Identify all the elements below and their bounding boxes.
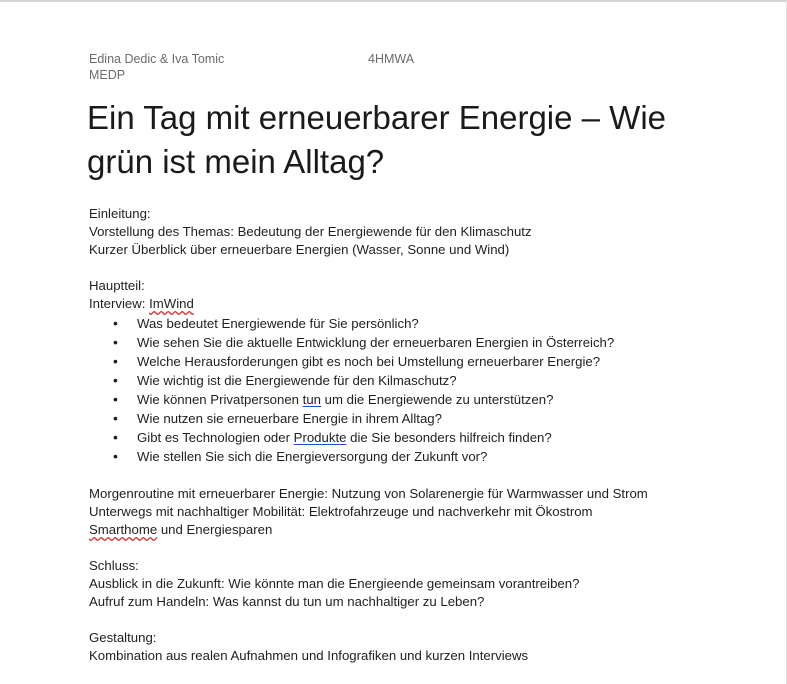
morgenroutine-line: Morgenroutine mit erneuerbarer Energie: Nutzung von Solarenergie für Warmwasser und Strom <box>89 486 648 501</box>
list-item <box>89 390 614 409</box>
smarthome-rest: und Energiesparen <box>157 522 273 537</box>
smarthome-line <box>89 521 648 539</box>
grammar-flagged-word: tun <box>302 392 322 407</box>
list-item-text: Gibt es Technologien oder <box>137 430 294 445</box>
interview-line <box>89 295 194 313</box>
list-item-text: um die Energiewende zu unterstützen? <box>321 392 554 407</box>
author-names: Edina Dedic & Iva Tomic <box>89 52 225 66</box>
smarthome-word: Smarthome <box>89 522 158 537</box>
gestaltung-heading: Gestaltung: <box>89 630 157 645</box>
schluss-line: Aufruf zum Handeln: Was kannst du tun um nachhaltiger zu Leben? <box>89 594 485 609</box>
einleitung-line: Kurzer Überblick über erneuerbare Energien (Wasser, Sonne und Wind) <box>89 242 510 257</box>
einleitung-heading: Einleitung: <box>89 206 151 221</box>
document-title: Ein Tag mit erneuerbarer Energie – Wie grün ist mein Alltag? <box>87 99 667 180</box>
list-item-text: Wie nutzen sie erneuerbare Energie in ihrem Alltag? <box>137 411 442 426</box>
list-item <box>89 371 614 390</box>
list-item-text: Wie wichtig ist die Energiewende für den Kilmaschutz? <box>137 373 457 388</box>
list-item <box>89 428 614 447</box>
list-item-text: Wie stellen Sie sich die Energieversorgung der Zukunft vor? <box>137 449 488 464</box>
subject-label: MEDP <box>89 68 126 82</box>
section-gestaltung <box>89 629 528 665</box>
list-item <box>89 333 614 352</box>
list-item <box>89 447 614 466</box>
gestaltung-line: Kombination aus realen Aufnahmen und Infografiken und kurzen Interviews <box>89 648 529 663</box>
list-item-text: Was bedeutet Energiewende für Sie persönlich? <box>137 316 419 331</box>
section-schluss <box>89 557 579 611</box>
interview-name: ImWind <box>149 296 194 311</box>
schluss-line: Ausblick in die Zukunft: Wie könnte man die Energieende gemeinsam vorantreiben? <box>89 576 580 591</box>
section-einleitung <box>89 205 532 259</box>
list-item <box>89 314 614 333</box>
page-top-border <box>0 0 787 2</box>
unterwegs-line: Unterwegs mit nachhaltiger Mobilität: Elektrofahrzeuge und nachverkehr mit Ökostrom <box>89 504 593 519</box>
class-label: 4HMWA <box>368 52 415 66</box>
list-item <box>89 352 614 371</box>
einleitung-line: Vorstellung des Themas: Bedeutung der Energiewende für den Klimaschutz <box>89 224 532 239</box>
list-item-text: Wie sehen Sie die aktuelle Entwicklung der erneuerbaren Energien in Österreich? <box>137 335 615 350</box>
list-item-text: die Sie besonders hilfreich finden? <box>346 430 552 445</box>
hauptteil-heading: Hauptteil: <box>89 278 145 293</box>
grammar-flagged-word: Produkte <box>293 430 347 445</box>
section-hauptteil <box>89 277 194 313</box>
list-item-text: Wie können Privatpersonen <box>137 392 303 407</box>
list-item <box>89 409 614 428</box>
schluss-heading: Schluss: <box>89 558 139 573</box>
section-alltag <box>89 485 648 539</box>
list-item-text: Welche Herausforderungen gibt es noch bei Umstellung erneuerbarer Energie? <box>137 354 601 369</box>
interview-prefix: Interview: <box>89 296 150 311</box>
interview-questions-list <box>89 314 614 466</box>
